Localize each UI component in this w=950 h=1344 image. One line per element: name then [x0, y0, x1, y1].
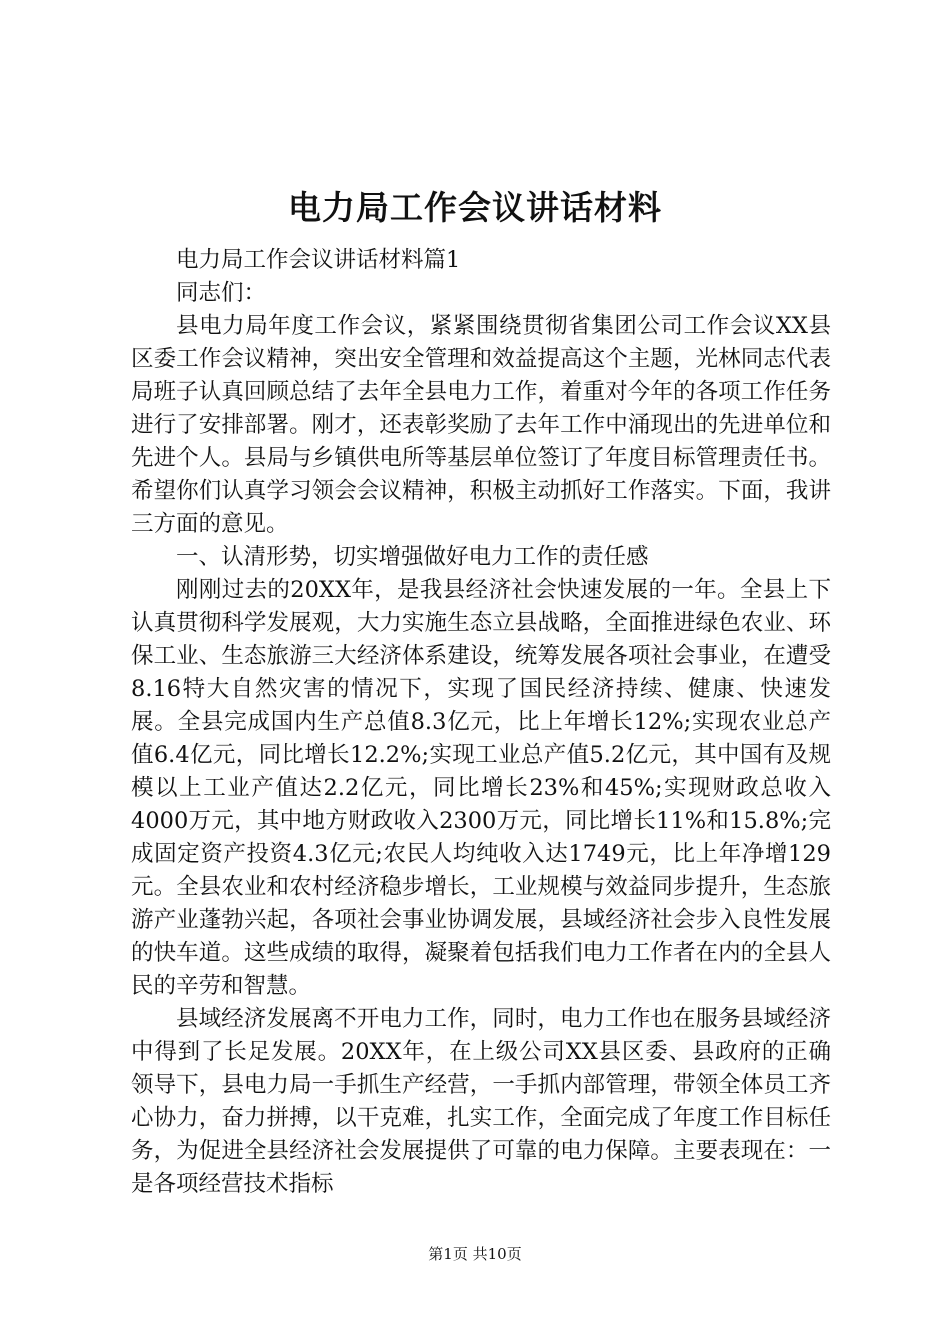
paragraph: 县域经济发展离不开电力工作，同时，电力工作也在服务县域经济中得到了长足发展。20XX年，在上级公司XX县区委、县政府的正确领导下，县电力局一手抓生产经营，一手抓内部管理，带领全体员工齐心协力，奋力拼搏，以干克难，扎实工作，全面完成了年度工作目标任务，为促进全县经济社会发展提供了可靠的电力保障。主要表现在：一是各项经营技术指标 — [131, 1006, 831, 1197]
salutation: 同志们： — [176, 280, 267, 306]
subheading: 一、认清形势，切实增强做好电力工作的责任感 — [176, 544, 649, 570]
document-body — [131, 244, 831, 1201]
page-title: 电力局工作会议讲话材料 — [288, 188, 662, 227]
page-footer: 第1页 共10页 — [428, 1245, 522, 1263]
section-heading: 电力局工作会议讲话材料篇1 — [176, 247, 461, 273]
paragraph: 县电力局年度工作会议，紧紧围绕贯彻省集团公司工作会议XX县区委工作会议精神，突出安全管理和效益提高这个主题，光林同志代表局班子认真回顾总结了去年全县电力工作，着重对今年的各项工作任务进行了安排部署。刚才，还表彰奖励了去年工作中涌现出的先进单位和先进个人。县局与乡镇供电所等基层单位签订了年度目标管理责任书。希望你们认真学习领会会议精神，积极主动抓好工作落实。下面，我讲三方面的意见。 — [131, 313, 831, 537]
paragraph: 刚刚过去的20XX年，是我县经济社会快速发展的一年。全县上下认真贯彻科学发展观，大力实施生态立县战略，全面推进绿色农业、环保工业、生态旅游三大经济体系建设，统筹发展各项社会事业，在遭受8.16特大自然灾害的情况下，实现了国民经济持续、健康、快速发展。全县完成国内生产总值8.3亿元，比上年增长12%;实现农业总产值6.4亿元，同比增长12.2%;实现工业总产值5.2亿元，其中国有及规模以上工业产值达2.2亿元，同比增长23%和45%;实现财政总收入4000万元，其中地方财政收入2300万元，同比增长11%和15.8%;完成固定资产投资4.3亿元;农民人均纯收入达1749元，比上年净增129元。全县农业和农村经济稳步增长，工业规模与效益同步提升，生态旅游产业蓬勃兴起，各项社会事业协调发展，县域经济社会步入良性发展的快车道。这些成绩的取得，凝聚着包括我们电力工作者在内的全县人民的辛劳和智慧。 — [131, 577, 831, 999]
